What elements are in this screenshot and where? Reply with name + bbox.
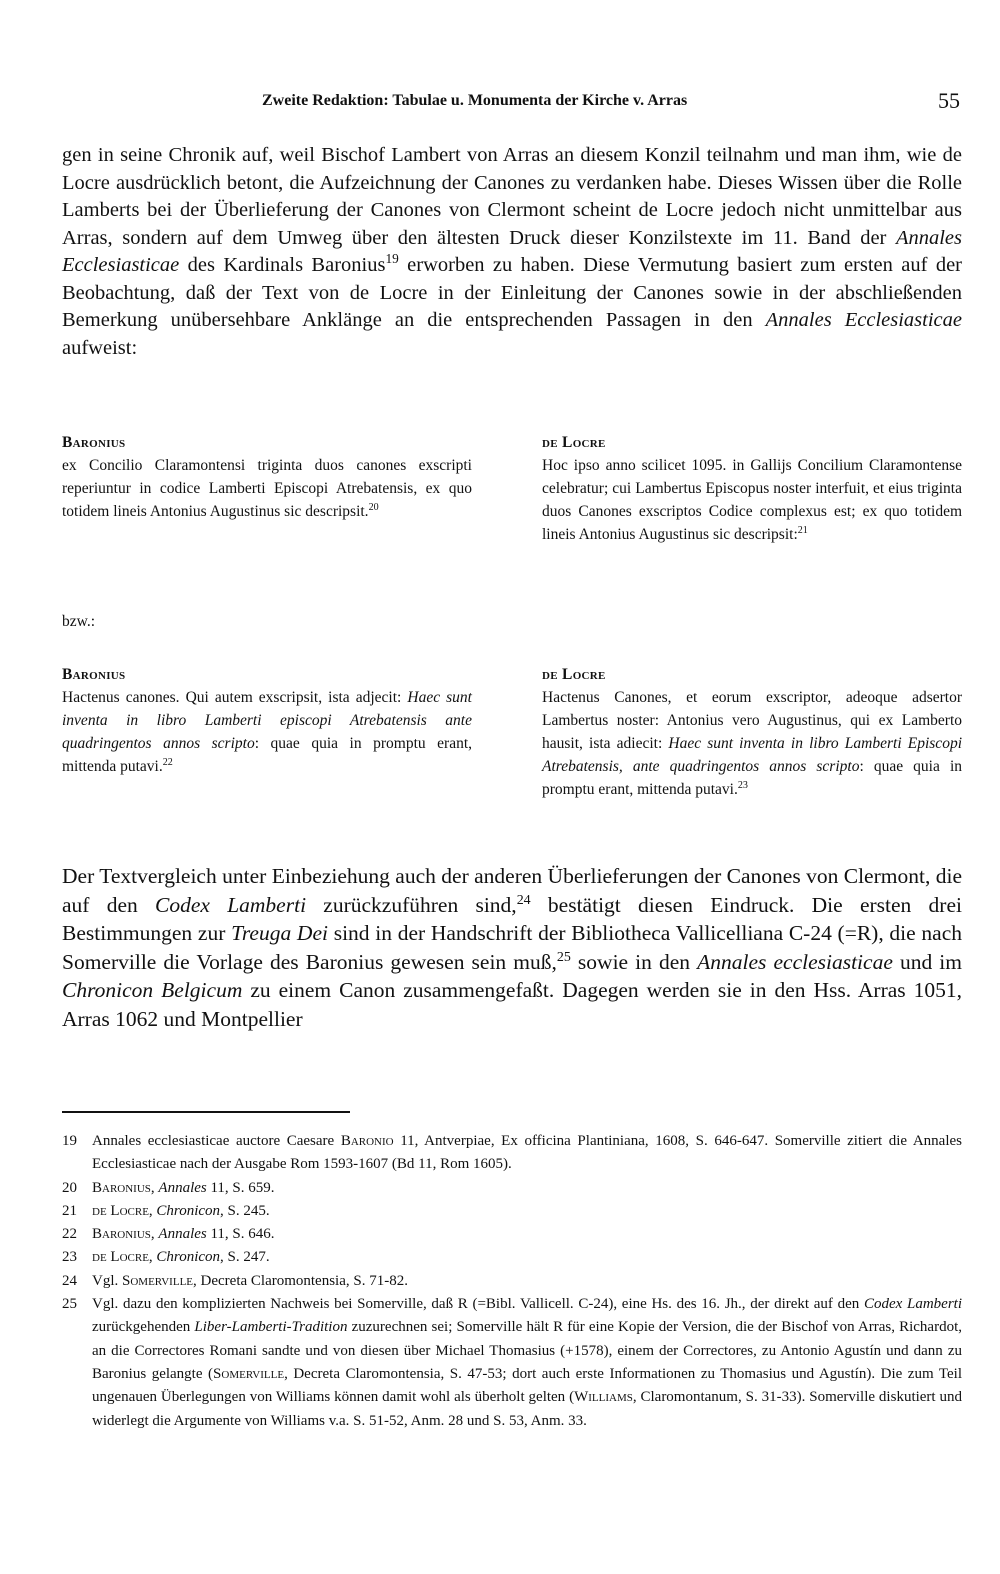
work-title: Annales xyxy=(158,1179,207,1196)
text-run: Annales ecclesiasticae auctore Caesare xyxy=(92,1133,341,1149)
author-name: de Locre xyxy=(92,1202,149,1219)
page-number: 55 xyxy=(938,88,960,113)
footnote-ref[interactable]: 25 xyxy=(556,949,571,965)
italic-quote: Haec sunt inventa in libro Lamberti Episcopi Atrebatensis, ante quadringentos annos scripto xyxy=(542,735,962,775)
text-run: zuzurechnen sei; Somerville hält R für eine Kopie der Version, die der Bischof von Arras, Richardot, an die Correctores Romani sandte und von diesen über Michael Thomasius (+1578), einem der Correctores, zu Antonio Agustín und dann zu Baronius gelangte ( xyxy=(92,1319,962,1382)
text-run: 11, S. 646. xyxy=(206,1226,275,1243)
author-name: de Locre xyxy=(92,1249,149,1266)
text-run: Vgl. dazu den komplizierten Nachweis bei Somerville, daß R (=Bibl. Vallicell. C-24), eine Hs. des 16. Jh., der direkt auf den xyxy=(92,1296,864,1313)
author-name: Baronius xyxy=(92,1179,151,1196)
footnotes xyxy=(62,1130,962,1433)
quotation xyxy=(62,454,472,523)
text-run: gen in seine Chronik auf, weil Bischof Lambert von Arras an diesem Konzil teilnahm und man ihm, wie de Locre ausdrücklich betont, die Aufzeichnung der Canones zu verdanken habe. Dieses Wissen über die Rolle Lamberts bei der Überlieferung der Canones von Clermont scheint de Locre jedoch nicht unmittelbar aus Arras, sondern auf dem Umweg über den ältesten Druck dieser Konzilstexte im 11. Band der xyxy=(62,144,962,249)
footnote-ref[interactable]: 22 xyxy=(162,756,173,768)
footnote-number: 21 xyxy=(62,1202,77,1219)
author-name: Somerville xyxy=(122,1272,194,1289)
body-paragraph-1 xyxy=(62,142,962,362)
text-run: Hactenus canones. Qui autem exscripsit, ista adjecit: xyxy=(62,689,408,706)
quotation xyxy=(542,454,962,546)
text-run: Hoc ipso anno scilicet 1095. in Gallijs Concilium Claramontense celebratur; cui Lambertus Episcopus noster interfuit, et eius triginta duos Canones exscriptos Codice complexus est; ex quo totidem lineis Antonius Augustinus sic descripsit: xyxy=(542,457,962,543)
text-run: bestätigt diesen Eindruck. Die ersten drei Bestimmungen zur xyxy=(62,892,962,946)
footnote-22 xyxy=(62,1223,962,1246)
text-run: erworben zu haben. Diese Vermutung basiert zum ersten auf der Beobachtung, daß der Text von de Locre in der Einleitung der Canones sowie in der abschließenden Bemerkung unübersehbare Anklänge an die entsprechenden Passagen in den xyxy=(62,254,963,331)
quotation xyxy=(62,686,472,778)
text-run: 11, Antverpiae, Ex officina Plantiniana, 1608, S. 646-647. Somerville zitiert die Annales Ecclesiasticae nach der Ausgabe Rom 1593-1607 (Bd 11, Rom 1605). xyxy=(92,1133,962,1173)
column-heading: Baronius xyxy=(62,666,126,683)
text-run: und im xyxy=(892,949,962,974)
work-title: Annales xyxy=(158,1226,207,1243)
footnote-number: 22 xyxy=(62,1226,77,1243)
work-title: Chronicon xyxy=(156,1202,221,1219)
work-title: Codex Lamberti xyxy=(155,892,307,917)
footnote-21 xyxy=(62,1200,962,1223)
de-locre-column xyxy=(542,663,962,801)
work-title: Codex Lamberti xyxy=(863,1296,963,1313)
work-title: Annales Ecclesiasticae xyxy=(62,226,962,276)
work-title: Annales ecclesiasticae xyxy=(697,949,893,974)
author-name: Somerville xyxy=(213,1365,285,1382)
text-run: , S. 245. xyxy=(220,1202,270,1219)
footnote-20 xyxy=(62,1177,962,1200)
running-head xyxy=(62,88,962,118)
work-title: Chronicon Belgicum xyxy=(62,978,243,1003)
text-run: , xyxy=(148,1249,157,1266)
author-name: Williams xyxy=(574,1389,633,1406)
footnote-number: 20 xyxy=(62,1179,77,1196)
text-run: 11, S. 659. xyxy=(206,1179,275,1196)
text-run: , Decreta Claromontensia, S. 47-53; dort auch erste Informationen zu Thomasius und Agustín). Die zum Teil ungenauen Überlegungen von Williams können damit wohl als überholt gelten ( xyxy=(92,1365,963,1406)
italic-quote: Haec sunt inventa in libro Lamberti episcopi Atrebatensis ante quadringentos annos scripto xyxy=(62,689,472,752)
footnote-ref[interactable]: 20 xyxy=(368,501,379,513)
footnote-number: 25 xyxy=(62,1296,77,1313)
de-locre-column xyxy=(542,431,962,546)
text-run: zu einem Canon zusammengefaßt. Dagegen werden sie in den Hss. Arras 1051, Arras 1062 und Montpellier xyxy=(62,978,962,1031)
text-run: Der Textvergleich unter Einbeziehung auch der anderen Überlieferungen der Canones von Clermont, die auf den xyxy=(62,864,962,917)
footnote-19 xyxy=(62,1130,962,1177)
footnote-number: 24 xyxy=(62,1272,77,1289)
column-heading: de Locre xyxy=(542,666,606,683)
text-run: , Decreta Claromontensia, S. 71-82. xyxy=(193,1272,408,1289)
footnote-ref[interactable]: 24 xyxy=(516,892,531,908)
text-run: des Kardinals Baronius xyxy=(179,254,386,276)
footnote-ref[interactable]: 19 xyxy=(385,251,399,267)
text-run: zurückzuführen sind, xyxy=(306,892,517,917)
author-name: Baronio xyxy=(340,1133,394,1149)
footnote-rule xyxy=(62,1111,350,1113)
footnote-ref[interactable]: 23 xyxy=(737,779,748,791)
text-run: : quae quia in promptu erant, mittenda putavi. xyxy=(542,758,963,798)
text-run: sowie in den xyxy=(570,949,698,974)
footnote-25 xyxy=(62,1293,962,1433)
column-heading: de Locre xyxy=(542,434,606,451)
text-run: Vgl. xyxy=(92,1272,122,1289)
work-title: Liber-Lamberti-Tradition xyxy=(194,1319,348,1336)
separator-label: bzw.: xyxy=(62,613,95,630)
text-run: , Claromontanum, S. 31-33). Somerville diskutiert und widerlegt die Argumente von Williams v.a. S. 51-52, Anm. 28 und S. 53, Anm. 33. xyxy=(92,1389,962,1429)
text-run: sind in der Handschrift der Bibliotheca Vallicelliana C-24 (=R), die nach Somerville die Vorlage des Baronius gewesen sein muß, xyxy=(62,921,963,974)
baronius-column xyxy=(62,431,472,523)
quotation xyxy=(542,686,962,801)
text-run: : quae quia in promptu erant, mittenda putavi. xyxy=(62,735,472,775)
text-run: , xyxy=(148,1202,157,1219)
text-run: aufweist: xyxy=(62,336,138,359)
running-title: Zweite Redaktion: Tabulae u. Monumenta der Kirche v. Arras xyxy=(262,92,688,109)
text-run: , S. 247. xyxy=(220,1249,270,1266)
footnote-number: 23 xyxy=(62,1249,77,1266)
body-paragraph-2 xyxy=(62,862,962,1034)
text-run: zurückgehenden xyxy=(92,1319,195,1336)
work-title: Annales Ecclesiasticae xyxy=(765,309,962,331)
text-run: ex Concilio Claramontensi triginta duos canones exscripti reperiuntur in codice Lamberti Episcopi Atrebatensis, ex quo totidem lineis Antonius Augustinus sic descripsit. xyxy=(62,457,472,520)
footnote-number: 19 xyxy=(62,1133,77,1149)
text-run: , xyxy=(150,1179,159,1196)
work-title: Treuga Dei xyxy=(231,921,328,946)
author-name: Baronius xyxy=(92,1226,151,1243)
text-run: , xyxy=(150,1226,159,1243)
baronius-column xyxy=(62,663,472,778)
text-run: Hactenus Canones, et eorum exscriptor, adeoque adsertor Lambertus noster: Antonius vero Augustinus, qui ex Lamberto hausit, ista adiecit: xyxy=(542,689,962,752)
footnote-24 xyxy=(62,1270,962,1293)
work-title: Chronicon xyxy=(156,1249,221,1266)
column-heading: Baronius xyxy=(62,434,126,451)
footnote-23 xyxy=(62,1246,962,1269)
footnote-ref[interactable]: 21 xyxy=(797,524,808,536)
